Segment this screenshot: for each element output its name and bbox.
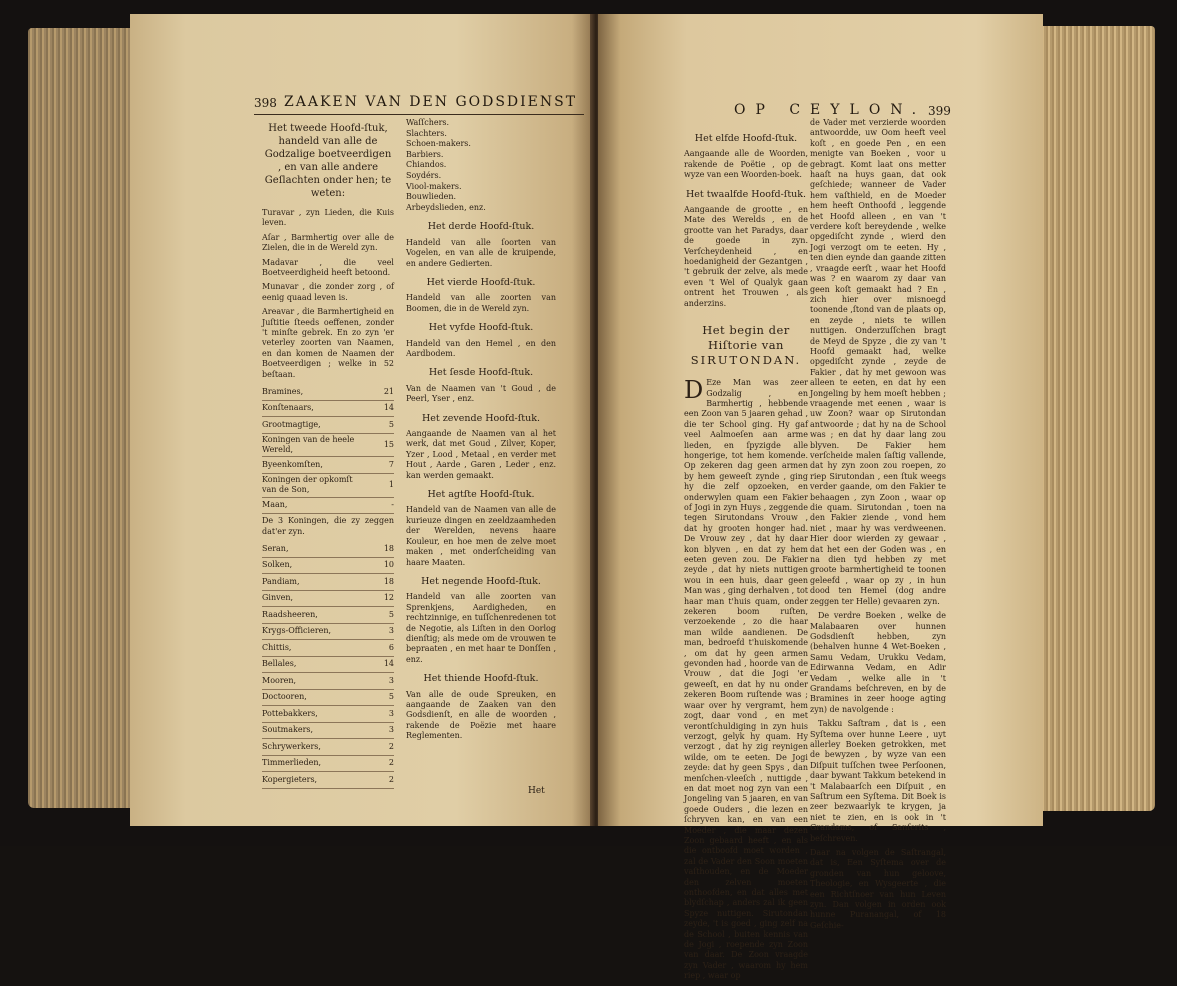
left-column-1 (262, 122, 394, 789)
section-body: Handeld van alle ſoorten van Vogelen, en van alle de kruipende, en andere Gedierten. (406, 237, 556, 268)
section-body: Handeld van alle zoorten van Sprenkjens, Aardigheden, en rechtzinnige, en tuſſchenredenen tot de Negotie, als Liſten in den Oorlog dienſtig; als mede om de vrouwen te bepraaten , en met haar te Donſſen , enz. (406, 592, 556, 664)
table-row: Solken, 10 (262, 557, 394, 574)
table-row: Koningen der opkomſt van de Son, 1 (262, 473, 394, 497)
list-item: Waſſchers. (406, 118, 450, 127)
section-heading: Het negende Hoofd-ſtuk. (421, 575, 541, 587)
section-heading: Het twaalfde Hoofd-ſtuk. (685, 188, 807, 200)
list-item: Schoen-makers. (406, 139, 471, 149)
table-row: Chittis, 6 (262, 640, 394, 657)
section-body: Van de Naamen van 't Goud , de Peerl, Yser , enz. (406, 383, 556, 404)
table-row: Konſtenaars, 14 (262, 400, 394, 417)
right-column-2 (810, 118, 946, 935)
story-title-line1: Het begin der Hiſtorie van (702, 323, 790, 353)
story-text-body: Eze Man was zeer Godzalig , en Barmhertig , hebbende een Zoon van 5 jaaren gehad , die ter School ging. Hy gaf veel Aalmoeſen aan arme lieden, en ſpyzigde alle hongerige, tot hem komende. Op zekeren dag geen armen by hem geweeſt zynde , ging hy die zelf opzoeken, en onderwylen quam een Fakier of Jogi in zyn Huys , zeggende tegen Sirutondans Vrouw , dat hy grooten honger had. De Vrouw zey , dat hy daar kon blyven , en dat zy hem eeten geven zou. De Fakier zeyde , dat hy niets nuttigen wou in een huis, daar geen Man was , ging derhalven , tot haar man t'huis quam, onder zekeren boom ruſten, verzoekende , zo die haar man wilde aandienen. De man, bedroefd t'huiskomende , om dat hy geen armen gevonden had , hoorde van de Vrouw , dat die Jogi 'er geweeſt, en dat hy nu onder zekeren Boom ruſtende was ; waar over hy vergramt, hem zogt, daar vond , en met verontſchuldiging in zyn huis verzogt, gelyk hy quam. Hy verzogt , dat hy zig reynigen wilde, om te eeten. De Jogi zeyde: dat hy geen Spys , dan menſchen-vleeſch , nuttigde , en dat moet nog zyn van een Jongeling van 5 jaaren, en van goede Ouders , die lezen en ſchryven kan, en van een Moeder , die maar dezen Zoon gebaard heeft , en als die ontboofd moet worden , zal de Vader den Soon moeten vaſthouden, en de Moeder den zelven moeten onthoofden, en dat alles met blydſchap , anders zal ik geen Spyze nuttigen. Sirutondan zeyde, 't is goed , ging zelf na de School , buiten kennis van de Jogi , roepende zyn Zoon van daar. De Zoon vraagde zyn Vader , waarom hy hem riep , waar op (684, 378, 808, 981)
section-heading: Het agtſte Hoofd-ſtuk. (427, 489, 535, 501)
section-body: Handeld van alle zoorten van Boomen, die in de Wereld zyn. (406, 293, 556, 313)
table-row: Soutmakers, 3 (262, 722, 394, 739)
paragraph: De verdre Boeken , welke de Malabaaren over hunnen Godsdienſt hebben, zyn (behalven hunne 4 Wet-Boeken , Samu Vedam, Urukku Vedam, Edirwanna Vedam, en Adir Vedam , welke alle in 't Grandams beſchreven, en by de Bramines in zeer hooge agting zyn) de navolgende : (810, 611, 946, 714)
section-heading: Het vierde Hoofd-ſtuk. (426, 276, 536, 288)
section-body: Aangaande de Naamen van al het werk, dat met Goud , Zilver, Koper, Yzer , Lood , Metaal , en verder met Hout , Aarde , Garen , Leder , enz. kan werden gemaakt. (406, 429, 556, 480)
table-row: Ginven, 12 (262, 590, 394, 607)
left-page (130, 14, 595, 826)
section-body: Van alle de oude Spreuken, en aangaande de Zaaken van den Godsdienſt, en alle de woorden , rakende de Poëzie met haare Reglementen. (406, 689, 556, 741)
entry: Turavar , zyn Lieden, die Kuis leven. (262, 208, 394, 228)
table-row: Koningen van de heele Wereld, 15 (262, 433, 394, 457)
table-row: Grootmagtige, 5 (262, 417, 394, 434)
entry: Areavar , die Barmhertigheid en Juſtitie ſteeds oeffenen, zonder 't minſte gebrek. En zo zyn 'er veterley zoorten van Naamen, en dan komen de Naamen der Boetveerdigen ; welke in 52 beſtaan. (262, 307, 394, 379)
list-item: Viool-makers. (406, 181, 462, 191)
list-item: Slachters. (406, 128, 447, 138)
table-row: Kopergieters, 2 (262, 772, 394, 789)
paragraph: Daar na volgen de Saſtrangal, dat is, Een Syſtema over de gronden van hun geloove, Theologie, en Wysgeerte , die een Richtſnoer van hun Leven zyn. Dan volgen in orden ook hunne Puranangal, of 18 Geſchie- (810, 848, 946, 930)
occupation-list (406, 118, 556, 213)
table-row: Seran, 18 (262, 541, 394, 557)
head-rule (254, 114, 584, 115)
section-body: Handeld van de Naamen van alle de kurieuze dingen en zeeldzaamheden der Werelden, nevens haare Kouleur, en hoe men de zelve moet maken , met onderſcheiding van haare Maaten. (406, 505, 556, 567)
section-body: Aangaande alle de Woorden, rakende de Poëtie , op de wyze van een Woorden-boek. (684, 149, 808, 180)
entry: Madavar , die veel Boetveerdigheid heeft betoond. (262, 257, 394, 278)
chapter-two-intro: Het tweede Hoofd-ſtuk, handeld van alle de Godzalige boetveerdigen , en van alle andere Geſlachten onder hen; te weten: (264, 123, 392, 199)
section-heading: Het derde Hoofd-ſtuk. (427, 221, 535, 233)
entry: Munavar , die zonder zorg , of eenig quaad leven is. (262, 282, 394, 302)
story-continued: de Vader met verzierde woorden antwoordde, uw Oom heeft veel koſt , en goede Pen , en een menigte van Boeken , voor u gebragt. Komt laat ons metter haaſt na huys gaan, dat ook geſchiede; wanneer de Vader hem vaſthield, en de Moeder hem heeft Onthoofd , leggende het Hoofd alleen , en van 't verdere koſt bereydende , welke opgediſcht zynde , wierd den Jogi verzogt om te eeten. Hy , ten dien eynde dan gaande zitten , vraagde eerſt , waar het Hoofd was ? en waarom zy daar van geen koſt gemaakt had ? En , zich hier over misnoegd toonende ,ſtond van de plaats op, en zeyde , niets te willen nuttigen. Onderzuſſchen bragt de Meyd de Spyze , die zy van 't Hoofd gemaakt had, welke opgediſcht zynde , zeyde de Fakier , dat hy met gewoon was alleen te eeten, en dat hy een Jongeling by hem moeſt hebben ; vraagende met eenen , waar is uw Zoon? waar op Sirutondan antwoorde ; dat hy na de School was ; en dat hy daar lang zou blyven. De Fakier hem verſcheide malen ſaſtig vallende, dat hy zyn zoon zou roepen, zo riep Sirutondan , een ſtuk weegs verder gaande, om den Fakier te behaagen , zyn Zoon , waar op die quam. Sirutondan , toen na den Fakier ziende , vond hem niet , maar hy was verdweenen. Hier door wierden zy gewaar , dat het een der Goden was , en na dien tyd hebben zy met groote barmhertigheid te toonen geleefd , waar op zy , in hun dood ten Hemel (dog andre zeggen ter Helle) gevaaren zyn. (810, 118, 946, 606)
entry: Aſar , Barmhertig over alle de Zielen, die in de Wereld zyn. (262, 232, 394, 253)
table-row: Raadsheeren, 5 (262, 607, 394, 624)
story-text (684, 378, 808, 982)
section-heading: Het elfde Hoofd-ſtuk. (694, 133, 798, 144)
table-row: Bellales, 14 (262, 656, 394, 673)
right-page-number: 399 (928, 104, 951, 118)
table-row: Bramines, 21 (262, 384, 394, 400)
table-row: Maan, - (262, 497, 394, 514)
right-column-1 (684, 126, 808, 986)
paragraph: Takku Saſtram , dat is , een Syſtema over hunne Leere , uyt allerley Boeken getrokken, met de bewyzen , by wyze van een Diſpuit tuſſchen twee Perſoonen, daar bywant Takkum betekend in 't Malabaarſch een Diſpuit , en Saſtrum een Syſtema. Dit Boek is zeer bezwaarlyk te krygen, ja niet te zien, en is ook in 't Grandams, of Sanſcrits , beſchreven. (810, 719, 946, 843)
table-kasten (262, 541, 394, 789)
left-running-head: ZAAKEN VAN DEN GODSDIENST (284, 94, 578, 110)
drop-cap: D (684, 376, 704, 405)
page-edges-left (28, 28, 138, 808)
list-item: Bouwlieden. (406, 192, 457, 202)
list-item: Soydérs. (406, 170, 442, 180)
table-note: De 3 Koningen, die zy zeggen dat'er zyn. (262, 516, 394, 536)
table-row: Doctooren, 5 (262, 689, 394, 706)
page-edges-right (1040, 26, 1155, 811)
story-title-line2: SIRUTONDAN. (690, 353, 802, 368)
table-row: Krygs-Officieren, 3 (262, 623, 394, 640)
list-item: Chiandos. (406, 160, 447, 170)
section-body: Aangaande de grootte , en Mate des Werelds , en de grootte van het Paradys, daar de goede in zyn. Verſcheydenheid , en hoedanigheid der Gezantgen , 't gebruik der zelve, als mede even 't Wel of Qualyk gaan ontrent het Trouwen , als anderzins. (684, 205, 808, 308)
right-page (598, 14, 1043, 981)
table-row: Schrywerkers, 2 (262, 739, 394, 756)
story-title (684, 323, 808, 368)
section-heading: Het thiende Hoofd-ſtuk. (423, 673, 539, 685)
section-heading: Het vyfde Hoofd-ſtuk. (428, 322, 534, 334)
left-page-number: 398 (254, 96, 277, 110)
list-item: Barbiers. (406, 149, 444, 159)
table-row: Timmerlieden, 2 (262, 755, 394, 772)
right-running-head: OP CEYLON. (734, 102, 927, 118)
section-heading: Het ſesde Hoofd-ſtuk. (428, 367, 534, 379)
table-row: Pottebakkers, 3 (262, 706, 394, 723)
table-row: Mooren, 3 (262, 673, 394, 690)
left-column-2 (406, 118, 556, 746)
catchword: Het (528, 786, 545, 796)
section-body: Handeld van den Hemel , en den Aardbodem. (406, 338, 556, 358)
table-boetveerdigen (262, 384, 394, 514)
section-heading: Het zevende Hoofd-ſtuk. (422, 412, 540, 424)
table-row: Byeenkomſten, 7 (262, 457, 394, 474)
list-item: Arbeydslieden, enz. (406, 202, 486, 212)
table-row: Pandiam, 18 (262, 574, 394, 591)
